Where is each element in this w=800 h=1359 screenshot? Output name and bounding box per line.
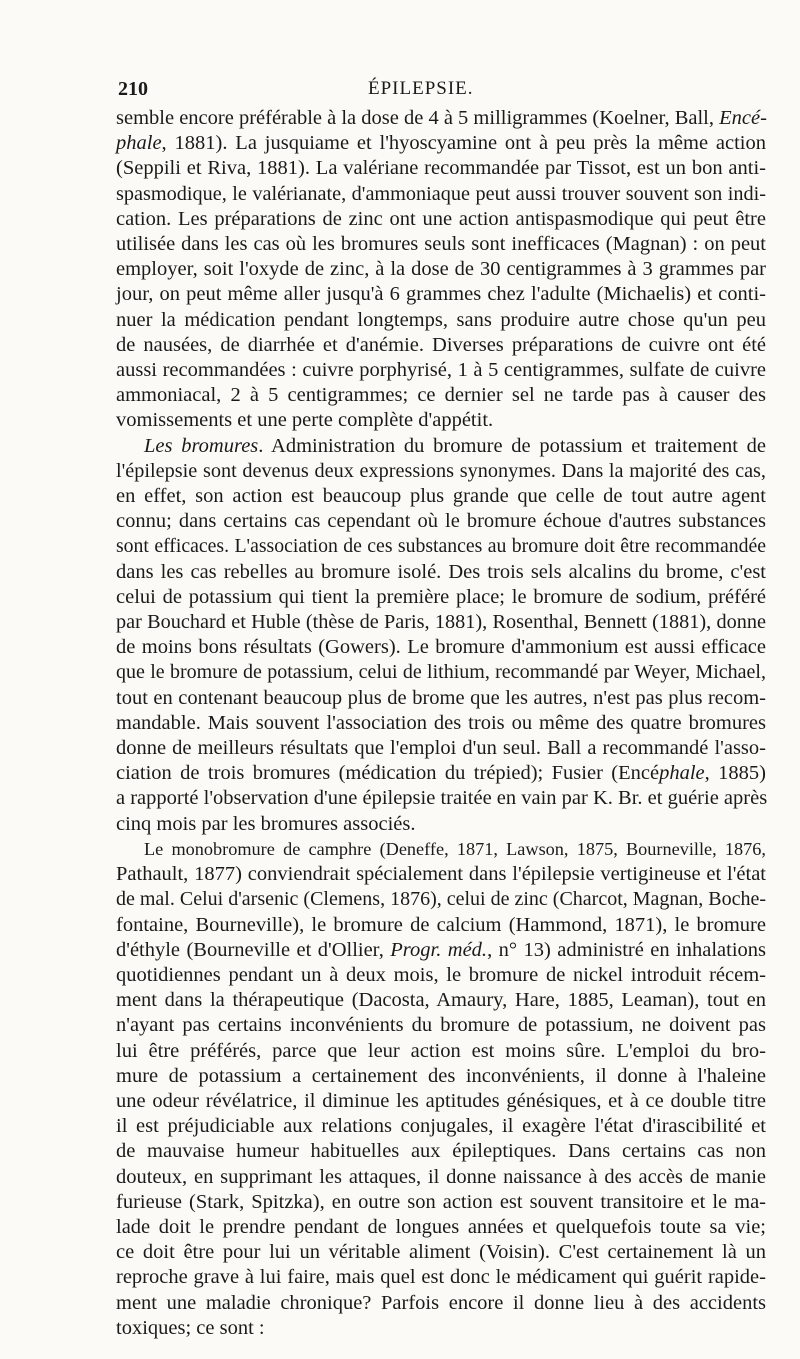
text-line: lui être préférés, parce que leur action est moins sûre. L'emploi du bro- (116, 1039, 766, 1062)
text-line: une odeur révélatrice, il diminue les aptitudes génésiques, et à ce double titre (116, 1089, 766, 1112)
text-line: phale, 1881). La jusquiame et l'hyoscyamine ont à peu près la même action (116, 132, 766, 155)
text-line: n'ayant pas certains inconvénients du bromure de potassium, ne doivent pas (116, 1014, 766, 1037)
text-line: il est préjudiciable aux relations conjugales, il exagère l'état d'irascibilité et (116, 1115, 766, 1138)
body-text (116, 106, 766, 1341)
text-line: que le bromure de potassium, celui de lithium, recommandé par Weyer, Michael, (116, 661, 766, 684)
text-line: sont efficaces. L'association de ces substances au bromure doit être recommandée (116, 535, 766, 558)
text-line: Pathault, 1877) conviendrait spécialement dans l'épilepsie vertigineuse et l'état (116, 863, 766, 886)
text-line: ciation de trois bromures (médication du trépied); Fusier (Encéphale, 1885) (116, 762, 766, 785)
text-line: semble encore préférable à la dose de 4 à 5 milligrammes (Koelner, Ball, Encé- (116, 107, 767, 129)
text-line: mandable. Mais souvent l'association des trois ou même des quatre bromures (116, 711, 766, 734)
text-line: douteux, en supprimant les attaques, il donne naissance à des accès de manie (116, 1165, 766, 1188)
text-line: jour, on peut même aller jusqu'à 6 grammes chez l'adulte (Michaelis) et conti- (116, 283, 766, 306)
text-line: furieuse (Stark, Spitzka), en outre son action est souvent transitoire et le ma- (116, 1190, 766, 1213)
text-line: aussi recommandées : cuivre porphyrisé, 1 à 5 centigrammes, sulfate de cuivre (116, 359, 766, 382)
text-line: utilisée dans les cas où les bromures seuls sont inefficaces (Magnan) : on peut (116, 233, 766, 256)
text-line: nuer la médication pendant longtemps, sans produire autre chose qu'un peu (116, 308, 766, 331)
text-line: celui de potassium qui tient la première place; le bromure de sodium, préféré (116, 585, 766, 608)
text-line: mure de potassium a certainement des inconvénients, il donne à l'haleine (116, 1064, 766, 1087)
text-line: fontaine, Bourneville), le bromure de calcium (Hammond, 1871), le bromure (116, 913, 766, 936)
text-line: ce doit être pour lui un véritable aliment (Voisin). C'est certainement là un (116, 1241, 766, 1264)
text-line: tout en contenant beaucoup plus de brome que les autres, n'est pas plus recom- (116, 686, 766, 709)
text-line: l'épilepsie sont devenus deux expressions synonymes. Dans la majorité des cas, (116, 459, 766, 482)
text-line: cation. Les préparations de zinc ont une action antispasmodique qui peut être (116, 207, 766, 230)
text-line: en effet, son action est beaucoup plus grande que celle de tout autre agent (116, 485, 766, 508)
text-line: ammoniacal, 2 à 5 centigrammes; ce dernier sel ne tarde pas à causer des (116, 384, 766, 407)
text-line: connu; dans certains cas cependant où le bromure échoue d'autres substances (116, 510, 766, 533)
text-line: dans les cas rebelles au bromure isolé. Des trois sels alcalins du brome, c'est (116, 560, 766, 583)
text-line: vomissements et une perte complète d'appétit. (116, 409, 494, 432)
text-line: de mauvaise humeur habituelles aux épileptiques. Dans certains cas non (116, 1140, 766, 1163)
text-line: (Seppili et Riva, 1881). La valériane recommandée par Tissot, est un bon anti- (116, 157, 766, 180)
text-line: donne de meilleurs résultats que l'emploi d'un seul. Ball a recommandé l'asso- (116, 737, 766, 760)
text-line: lade doit le prendre pendant de longues années et quelquefois toute sa vie; (116, 1215, 766, 1238)
text-line: spasmodique, le valérianate, d'ammoniaque peut aussi trouver souvent son indi- (116, 182, 766, 205)
text-line: cinq mois par les bromures associés. (116, 812, 416, 835)
text-line: par Bouchard et Huble (thèse de Paris, 1881), Rosenthal, Bennett (1881), donne (116, 611, 766, 634)
text-line: de nausées, de diarrhée et d'anémie. Diverses préparations de cuivre ont été (116, 333, 766, 356)
running-title: ÉPILEPSIE. (368, 78, 474, 99)
text-line: a rapporté l'observation d'une épilepsie traitée en vain par K. Br. et guérie après (116, 787, 768, 810)
text-line: toxiques; ce sont : (116, 1316, 265, 1339)
text-line: ment une maladie chronique? Parfois encore il donne lieu à des accidents (116, 1291, 766, 1314)
text-line: de mal. Celui d'arsenic (Clemens, 1876), celui de zinc (Charcot, Magnan, Boche- (116, 888, 767, 911)
text-line: ment dans la thérapeutique (Dacosta, Amaury, Hare, 1885, Leaman), tout en (116, 989, 766, 1012)
page-header (118, 78, 714, 108)
page-number: 210 (118, 78, 148, 100)
text-line: reproche grave à lui faire, mais quel est donc le médicament qui guérit rapide- (116, 1266, 766, 1289)
paragraph-bromures: Les bromures. Administration du bromure de potassium et traitement de (144, 434, 766, 457)
text-line: employer, soit l'oxyde de zinc, à la dose de 30 centigrammes à 3 grammes par (116, 258, 766, 281)
text-line: quotidiennes pendant un à deux mois, le bromure de nickel introduit récem- (116, 963, 766, 986)
text-line: d'éthyle (Bourneville et d'Ollier, Progr. méd., n° 13) administré en inhalations (116, 938, 766, 961)
text-line: de moins bons résultats (Gowers). Le bromure d'ammonium est aussi efficace (116, 636, 766, 659)
paragraph-monobromure: Le monobromure de camphre (Deneffe, 1871, Lawson, 1875, Bourneville, 1876, (144, 838, 766, 859)
